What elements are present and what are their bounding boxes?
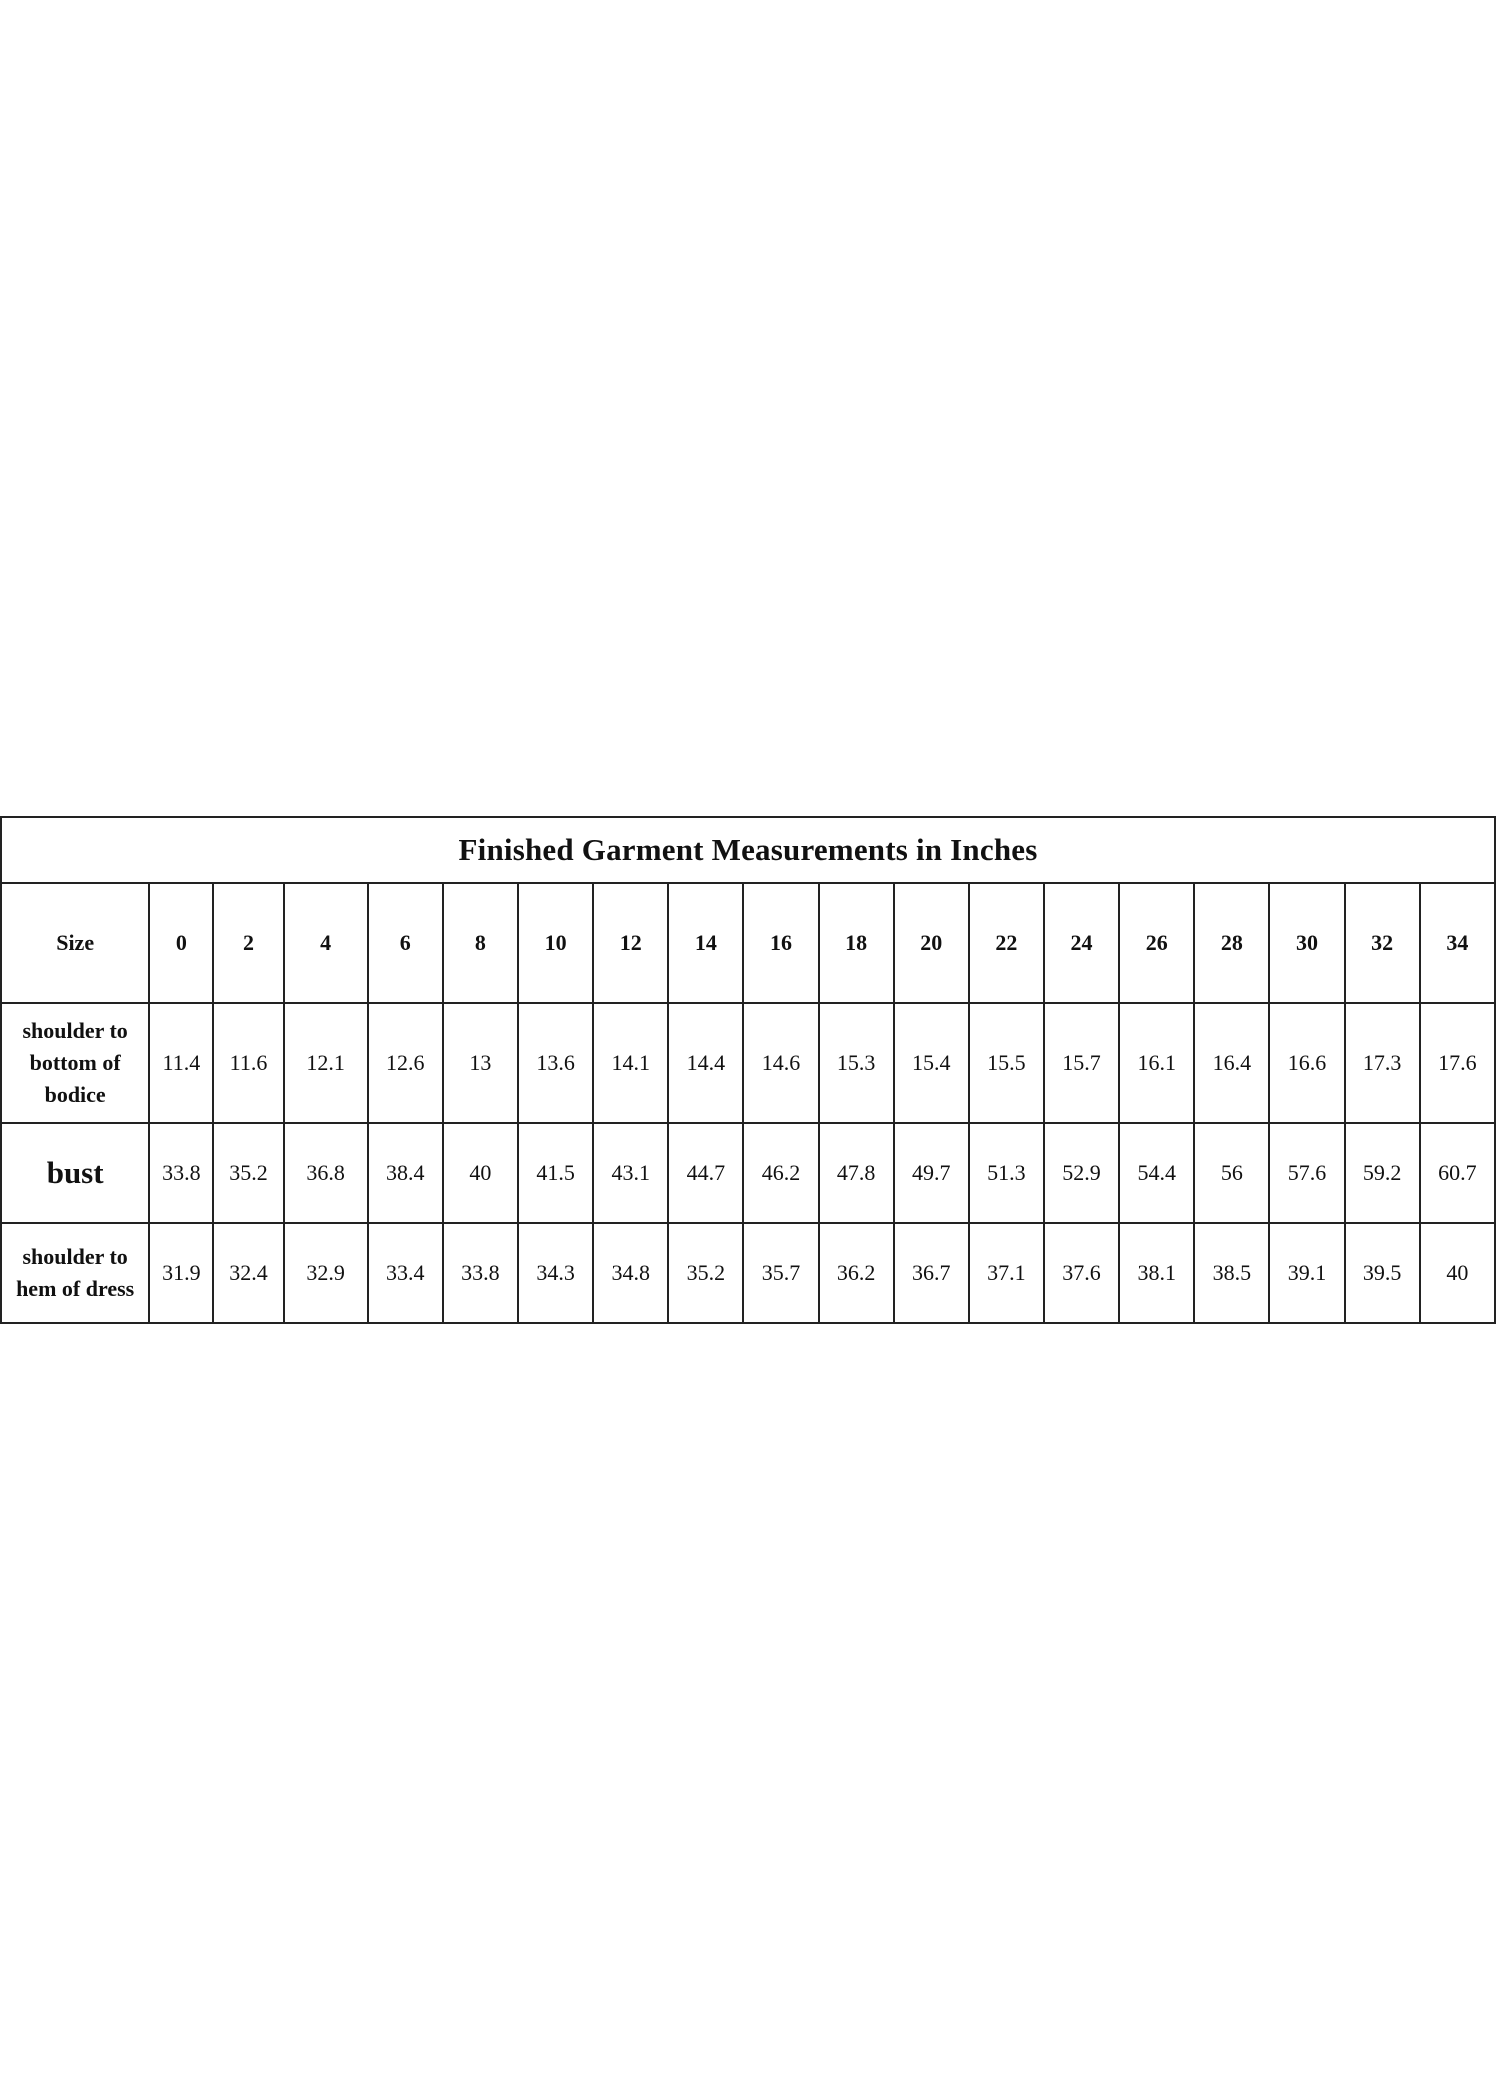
measurement-cell: 37.1: [969, 1223, 1044, 1323]
measurement-cell: 32.4: [213, 1223, 283, 1323]
measurement-cell: 36.7: [894, 1223, 969, 1323]
measurement-cell: 38.5: [1194, 1223, 1269, 1323]
measurement-cell: 56: [1194, 1123, 1269, 1223]
row-label-line: bottom of: [29, 1050, 121, 1075]
row-shoulder-to-hem-of-dress: [1, 1223, 1495, 1323]
size-header-cell: 16: [743, 883, 818, 1003]
size-chart: [0, 816, 1496, 1324]
row-label-line: bodice: [44, 1082, 106, 1107]
measurement-cell: 40: [443, 1123, 518, 1223]
measurement-cell: 13.6: [518, 1003, 593, 1123]
size-header-cell: 26: [1119, 883, 1194, 1003]
measurement-cell: 39.1: [1269, 1223, 1344, 1323]
size-header-cell: 32: [1345, 883, 1420, 1003]
measurement-cell: 54.4: [1119, 1123, 1194, 1223]
size-header-cell: 14: [668, 883, 743, 1003]
measurement-cell: 14.4: [668, 1003, 743, 1123]
measurement-cell: 16.1: [1119, 1003, 1194, 1123]
measurement-cell: 33.8: [443, 1223, 518, 1323]
title-bar: [0, 816, 1496, 882]
measurement-cell: 17.3: [1345, 1003, 1420, 1123]
measurement-cell: 32.9: [284, 1223, 368, 1323]
measurement-cell: 14.1: [593, 1003, 668, 1123]
measurement-cell: 36.2: [819, 1223, 894, 1323]
measurement-cell: 40: [1420, 1223, 1495, 1323]
measurement-cell: 36.8: [284, 1123, 368, 1223]
measurement-cell: 17.6: [1420, 1003, 1495, 1123]
table-body: [1, 883, 1495, 1323]
measurement-cell: 14.6: [743, 1003, 818, 1123]
measurement-cell: 47.8: [819, 1123, 894, 1223]
measurement-cell: 51.3: [969, 1123, 1044, 1223]
size-header-cell: 12: [593, 883, 668, 1003]
measurement-cell: 60.7: [1420, 1123, 1495, 1223]
measurement-cell: 16.6: [1269, 1003, 1344, 1123]
measurement-cell: 15.3: [819, 1003, 894, 1123]
measurement-cell: 15.4: [894, 1003, 969, 1123]
measurement-cell: 37.6: [1044, 1223, 1119, 1323]
size-header-cell: 2: [213, 883, 283, 1003]
measurement-cell: 15.7: [1044, 1003, 1119, 1123]
size-header-cell: 18: [819, 883, 894, 1003]
measurement-cell: 34.8: [593, 1223, 668, 1323]
header-row: [1, 883, 1495, 1003]
measurement-cell: 34.3: [518, 1223, 593, 1323]
size-header-cell: 10: [518, 883, 593, 1003]
measurement-cell: 11.4: [149, 1003, 213, 1123]
measurement-cell: 52.9: [1044, 1123, 1119, 1223]
size-header-cell: 20: [894, 883, 969, 1003]
measurement-cell: 35.7: [743, 1223, 818, 1323]
measurement-cell: 38.4: [368, 1123, 443, 1223]
size-header-cell: 0: [149, 883, 213, 1003]
size-header-cell: 24: [1044, 883, 1119, 1003]
measurement-cell: 57.6: [1269, 1123, 1344, 1223]
measurement-cell: 59.2: [1345, 1123, 1420, 1223]
row-label-line: shoulder to: [22, 1244, 128, 1269]
measurement-cell: 39.5: [1345, 1223, 1420, 1323]
measurement-cell: 11.6: [213, 1003, 283, 1123]
row-label: [1, 1223, 149, 1323]
measurement-cell: 38.1: [1119, 1223, 1194, 1323]
chart-title: Finished Garment Measurements in Inches: [458, 832, 1038, 867]
measurement-cell: 35.2: [668, 1223, 743, 1323]
measurement-cell: 44.7: [668, 1123, 743, 1223]
measurement-cell: 31.9: [149, 1223, 213, 1323]
row-label-line: hem of dress: [16, 1276, 135, 1301]
size-header-cell: 30: [1269, 883, 1344, 1003]
row-shoulder-to-bottom-of-bodice: [1, 1003, 1495, 1123]
measurement-cell: 49.7: [894, 1123, 969, 1223]
measurement-cell: 16.4: [1194, 1003, 1269, 1123]
row-label-line: shoulder to: [22, 1018, 128, 1043]
size-header-cell: 28: [1194, 883, 1269, 1003]
measurement-cell: 46.2: [743, 1123, 818, 1223]
measurement-cell: 35.2: [213, 1123, 283, 1223]
measurement-cell: 43.1: [593, 1123, 668, 1223]
row-label-line: bust: [46, 1155, 104, 1190]
measurement-cell: 33.4: [368, 1223, 443, 1323]
size-header-cell: 4: [284, 883, 368, 1003]
measurement-cell: 12.1: [284, 1003, 368, 1123]
row-bust: [1, 1123, 1495, 1223]
measurement-cell: 15.5: [969, 1003, 1044, 1123]
measurement-cell: 41.5: [518, 1123, 593, 1223]
row-label: [1, 1003, 149, 1123]
row-label: [1, 1123, 149, 1223]
size-header-cell: 34: [1420, 883, 1495, 1003]
measurement-cell: 33.8: [149, 1123, 213, 1223]
size-header-cell: 22: [969, 883, 1044, 1003]
size-header-cell: 8: [443, 883, 518, 1003]
size-header-cell: 6: [368, 883, 443, 1003]
size-header-label: Size: [1, 883, 149, 1003]
measurement-cell: 12.6: [368, 1003, 443, 1123]
measurement-cell: 13: [443, 1003, 518, 1123]
measurement-table: [0, 882, 1496, 1324]
